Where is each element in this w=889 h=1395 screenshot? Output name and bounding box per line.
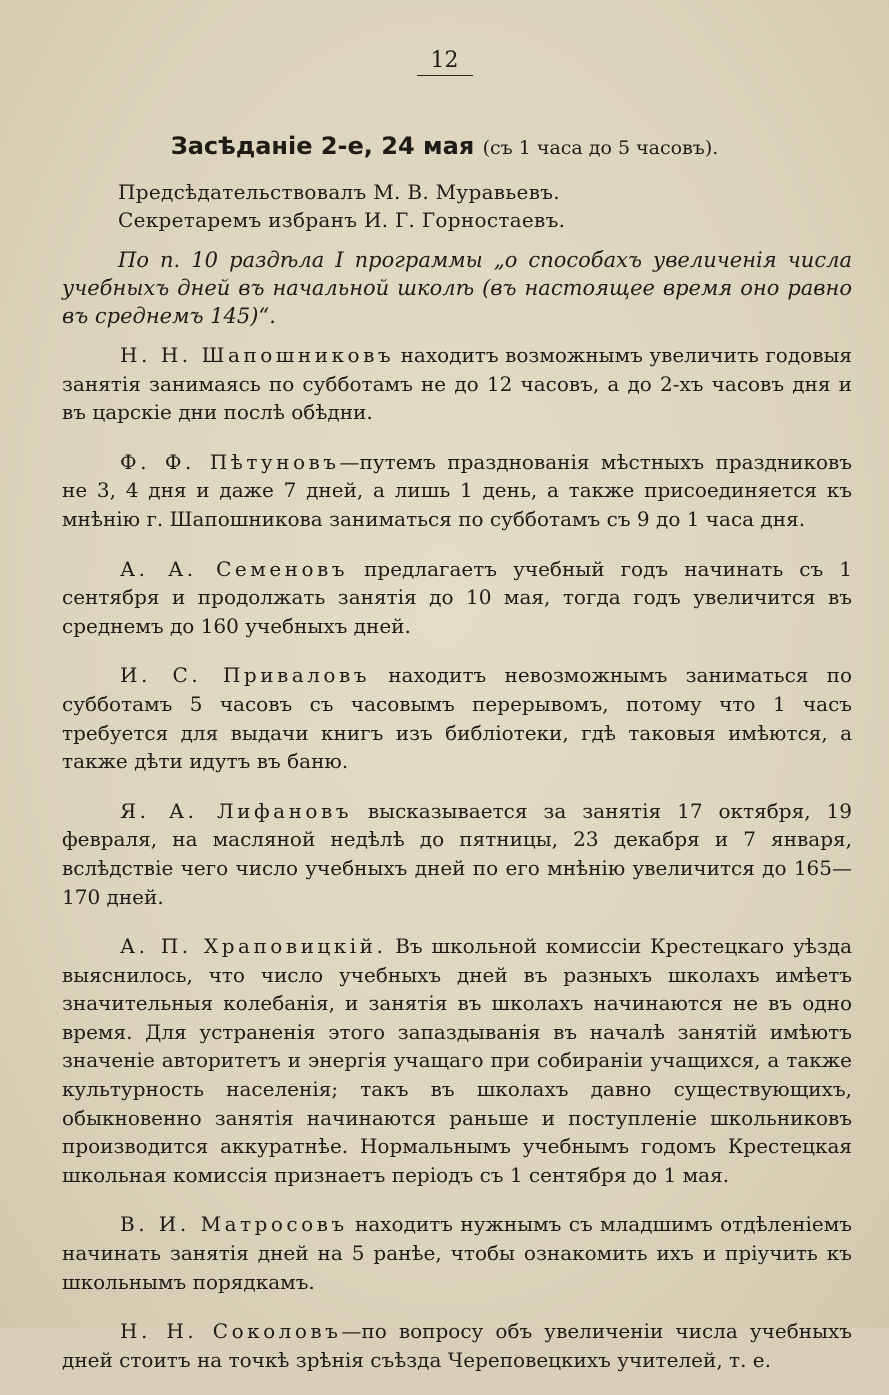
statement xyxy=(62,661,852,775)
statement-text: находитъ возможнымъ увеличить годовыя занятія занимаясь по субботамъ не до 12 часовъ, а до 2-хъ часовъ дня и въ царскіе дни послѣ обѣдни. xyxy=(62,343,852,425)
chair-line: Предсѣдательствовалъ М. В. Муравьевъ. xyxy=(118,180,560,204)
page-number: 12 xyxy=(0,48,889,76)
statement-text: Въ школьной комиссіи Крестецкаго уѣзда выяснилось, что число учебныхъ дней въ разныхъ школахъ имѣетъ значительныя колебанія, и занятія въ школахъ начинаются не въ одно время. Для устраненія этого запаздыванія въ началѣ занятій имѣютъ значеніе авторитетъ и энергія учащаго при собираніи учащихся, а также культурность населенія; такъ въ школахъ давно существующихъ, обыкновенно занятія начинаются раньше и поступленіе школьниковъ производится аккуратнѣе. Нормальнымъ учебнымъ годомъ Крестецкая школьная комиссія признаетъ періодъ съ 1 сентября до 1 мая. xyxy=(62,934,853,1187)
statements-body xyxy=(62,341,852,1395)
statement-text: высказывается за занятія 17 октября, 19 февраля, на масляной недѣлѣ до пятницы, 23 декабря и 7 января, вслѣдствіе чего число учебныхъ дней по его мнѣнію увеличится до 165—170 дней. xyxy=(62,798,852,909)
session-heading xyxy=(0,132,889,160)
statement-text: предлагаетъ учебный годъ начинать съ 1 сентября и продолжать занятія до 10 мая, тогда годъ увеличится въ среднемъ до 160 учебныхъ дней. xyxy=(62,556,852,638)
statement-text: —путемъ празднованія мѣстныхъ праздниковъ не 3, 4 дня и даже 7 дней, а лишь 1 день, а также присоединяется къ мнѣнію г. Шапошникова заниматься по субботамъ съ 9 до 1 часа дня. xyxy=(62,449,852,531)
statement-text: —по вопросу объ увеличеніи числа учебныхъ дней стоитъ на точкѣ зрѣнія съѣзда Череповецкихъ учителей, т. е. xyxy=(62,1319,852,1372)
statement xyxy=(62,341,852,427)
statement xyxy=(62,797,852,911)
statement-text: находитъ нужнымъ съ младшимъ отдѣленіемъ начинать занятія дней на 5 ранѣе, чтобы ознакомить ихъ и пріучить къ школьнымъ порядкамъ. xyxy=(62,1212,852,1294)
statement xyxy=(62,555,852,641)
statement xyxy=(62,1317,852,1374)
speaker-name: А. П. Храповицкій. xyxy=(120,934,387,959)
speaker-name: В. И. Матросовъ xyxy=(120,1212,348,1237)
statement xyxy=(62,1210,852,1296)
secretary-line: Секретаремъ избранъ И. Г. Горностаевъ. xyxy=(118,208,566,232)
agenda-topic: По п. 10 раздѣла I программы „о способахъ увеличенія числа учебныхъ дней въ начальной школѣ (въ настоящее время оно равно въ среднемъ 145)“. xyxy=(62,248,852,328)
speaker-name: И. С. Приваловъ xyxy=(120,663,370,688)
statement xyxy=(62,932,852,1189)
session-officers xyxy=(118,178,565,234)
statement xyxy=(62,448,852,534)
speaker-name: А. А. Семеновъ xyxy=(120,556,349,581)
speaker-name: Я. А. Лифановъ xyxy=(120,798,352,823)
speaker-name: Ф. Ф. Пѣтуновъ xyxy=(120,449,340,474)
speaker-name: Н. Н. Соколовъ xyxy=(120,1319,342,1344)
statement-text: находитъ невозможнымъ заниматься по субботамъ 5 часовъ съ часовымъ перерывомъ, потому что 1 часъ требуется для выдачи книгъ изъ библіотеки, гдѣ таковыя имѣются, а также дѣти идутъ въ баню. xyxy=(62,663,853,774)
session-time: (съ 1 часа до 5 часовъ). xyxy=(482,137,719,159)
session-title: Засѣданіе 2-е, 24 мая xyxy=(170,132,475,160)
speaker-name: Н. Н. Шапошниковъ xyxy=(120,343,395,367)
